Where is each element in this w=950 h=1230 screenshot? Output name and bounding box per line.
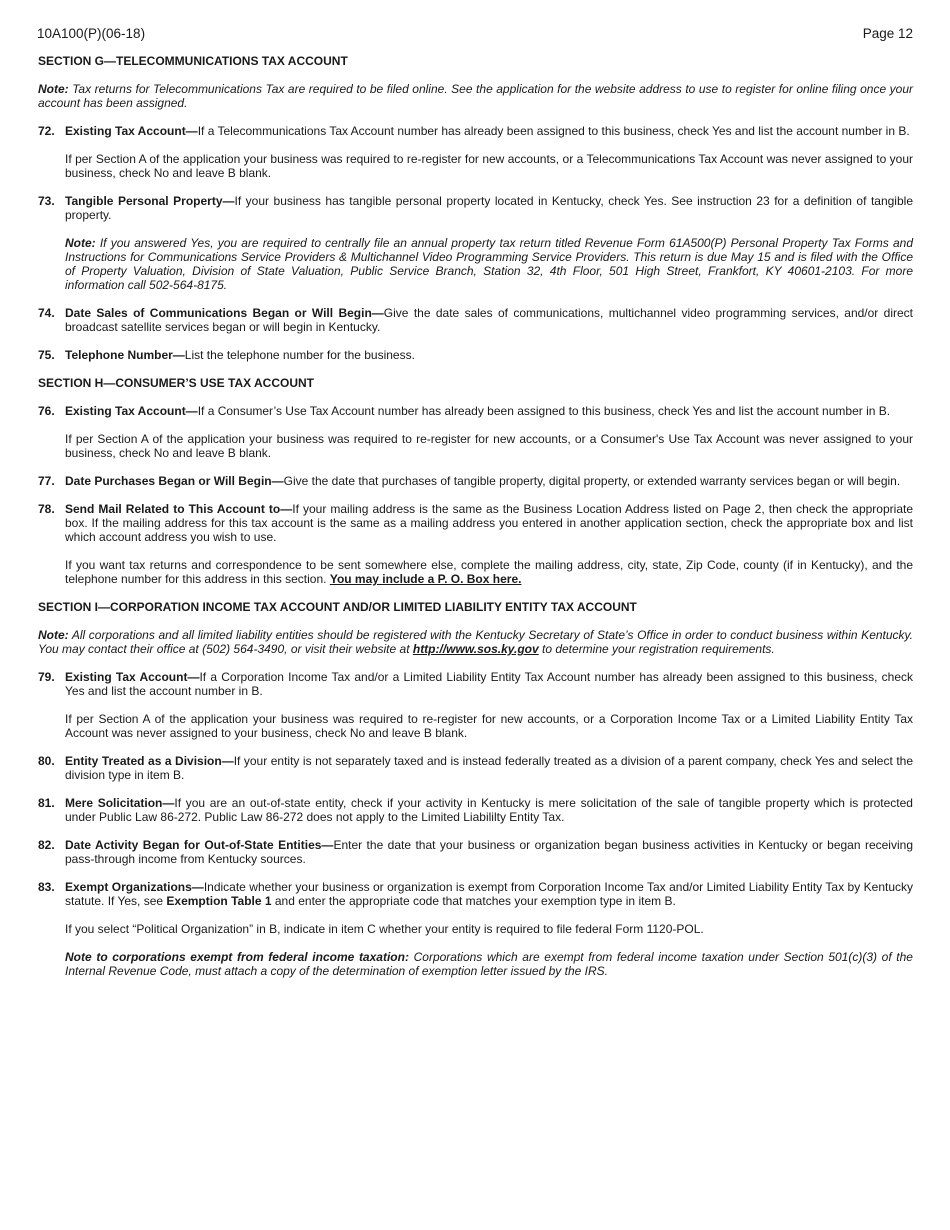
- item-83: 83. Exempt Organizations—Indicate whether your business or organization is exempt from Corporation Income Tax and/or Limited Liability Entity Tax by Kentucky statute. If Yes, see Exemption Table 1 and enter the appropriate code that matches your exemption type in item B.: [38, 880, 913, 908]
- item-78: 78. Send Mail Related to This Account to—If your mailing address is the same as the Business Location Address listed on Page 2, then check the appropriate box. If the mailing address for this tax account is the same as a mailing address you entered in another application section, check the appropriate box and list which account address you wish to use.: [38, 502, 913, 544]
- document-body: [38, 54, 913, 978]
- item-76-detail: If per Section A of the application your business was required to re-register for new accounts, or a Consumer's Use Tax Account was never assigned to your business, check No and leave B blank.: [65, 432, 913, 460]
- sos-website-link[interactable]: http://www.sos.ky.gov: [412, 642, 539, 656]
- item-76: 76. Existing Tax Account—If a Consumer’s Use Tax Account number has already been assigned to this business, check Yes and list the account number in B.: [38, 404, 891, 418]
- page-number: Page 12: [862, 26, 913, 41]
- item-79-detail: If per Section A of the application your business was required to re-register for new accounts, or a Corporation Income Tax or a Limited Liability Entity Tax Account was never assigned to your business, check No and leave B blank.: [65, 712, 913, 740]
- item-73: 73. Tangible Personal Property—If your business has tangible personal property located in Kentucky, check Yes. See instruction 23 for a definition of tangible property.: [38, 194, 913, 222]
- item-83-note: Note to corporations exempt from federal income taxation: Corporations which are exempt from federal income taxation under Section 501(c)(3) of the Internal Revenue Code, must attach a copy of the determination of exemption letter issued by the IRS.: [65, 950, 913, 978]
- form-id: 10A100(P)(06-18): [37, 26, 146, 41]
- item-80: 80. Entity Treated as a Division—If your entity is not separately taxed and is instead federally treated as a division of a parent company, check Yes and select the division type in item B.: [38, 754, 913, 782]
- item-74: 74. Date Sales of Communications Began or Will Begin—Give the date sales of communications, multichannel video programming services, and/or direct broadcast satellite services began or will begin in Kentucky.: [38, 306, 913, 334]
- section-g-note: Note: Tax returns for Telecommunications Tax are required to be filed online. See the application for the website address to use to register for online filing once your account has been assigned.: [38, 82, 913, 110]
- item-82: 82. Date Activity Began for Out-of-State Entities—Enter the date that your business or organization began business activities in Kentucky or began receiving pass-through income from Kentucky sources.: [38, 838, 913, 866]
- item-72: 72. Existing Tax Account—If a Telecommunications Tax Account number has already been assigned to this business, check Yes and list the account number in B.: [38, 124, 910, 138]
- section-i-heading: SECTION I—CORPORATION INCOME TAX ACCOUNT AND/OR LIMITED LIABILITY ENTITY TAX ACCOUNT: [38, 600, 637, 614]
- item-77: 77. Date Purchases Began or Will Begin—Give the date that purchases of tangible property, digital property, or extended warranty services began or will begin.: [38, 474, 901, 488]
- section-i-note: Note: All corporations and all limited liability entities should be registered with the Kentucky Secretary of State’s Office in order to conduct business within Kentucky. You may contact their office at (502) 564-3490, or visit their website at http://www.sos.ky.gov to determine your registration requirements.: [38, 628, 913, 656]
- section-g-heading: SECTION G—TELECOMMUNICATIONS TAX ACCOUNT: [38, 54, 348, 68]
- item-73-note: Note: If you answered Yes, you are required to centrally file an annual property tax return titled Revenue Form 61A500(P) Personal Property Tax Forms and Instructions for Communications Service Providers & Multichannel Video Programming Service Providers. This return is due May 15 and is filed with the Office of Property Valuation, Division of State Valuation, Public Service Branch, Station 32, 4th Floor, 501 High Street, Frankfort, KY 40601-2103. For more information call 502-564-8175.: [65, 236, 913, 292]
- section-h-heading: SECTION H—CONSUMER’S USE TAX ACCOUNT: [38, 376, 315, 390]
- item-72-detail: If per Section A of the application your business was required to re-register for new accounts, or a Telecommunications Tax Account was never assigned to your business, check No and leave B blank.: [65, 152, 913, 180]
- item-79: 79. Existing Tax Account—If a Corporation Income Tax and/or a Limited Liability Entity Tax Account number has already been assigned to this business, check Yes and list the account number in B.: [38, 670, 913, 698]
- item-81: 81. Mere Solicitation—If you are an out-of-state entity, check if your activity in Kentucky is mere solicitation of the sale of tangible property which is protected under Public Law 86-272. Public Law 86-272 does not apply to the Limited Liabililty Entity Tax.: [38, 796, 913, 824]
- item-75: 75. Telephone Number—List the telephone number for the business.: [38, 348, 415, 362]
- item-78-detail: If you want tax returns and correspondence to be sent somewhere else, complete the mailing address, city, state, Zip Code, county (if in Kentucky), and the telephone number for this address in this section. You may include a P. O. Box here.: [65, 558, 913, 586]
- item-83-detail: If you select “Political Organization” in B, indicate in item C whether your entity is required to file federal Form 1120-POL.: [65, 922, 704, 936]
